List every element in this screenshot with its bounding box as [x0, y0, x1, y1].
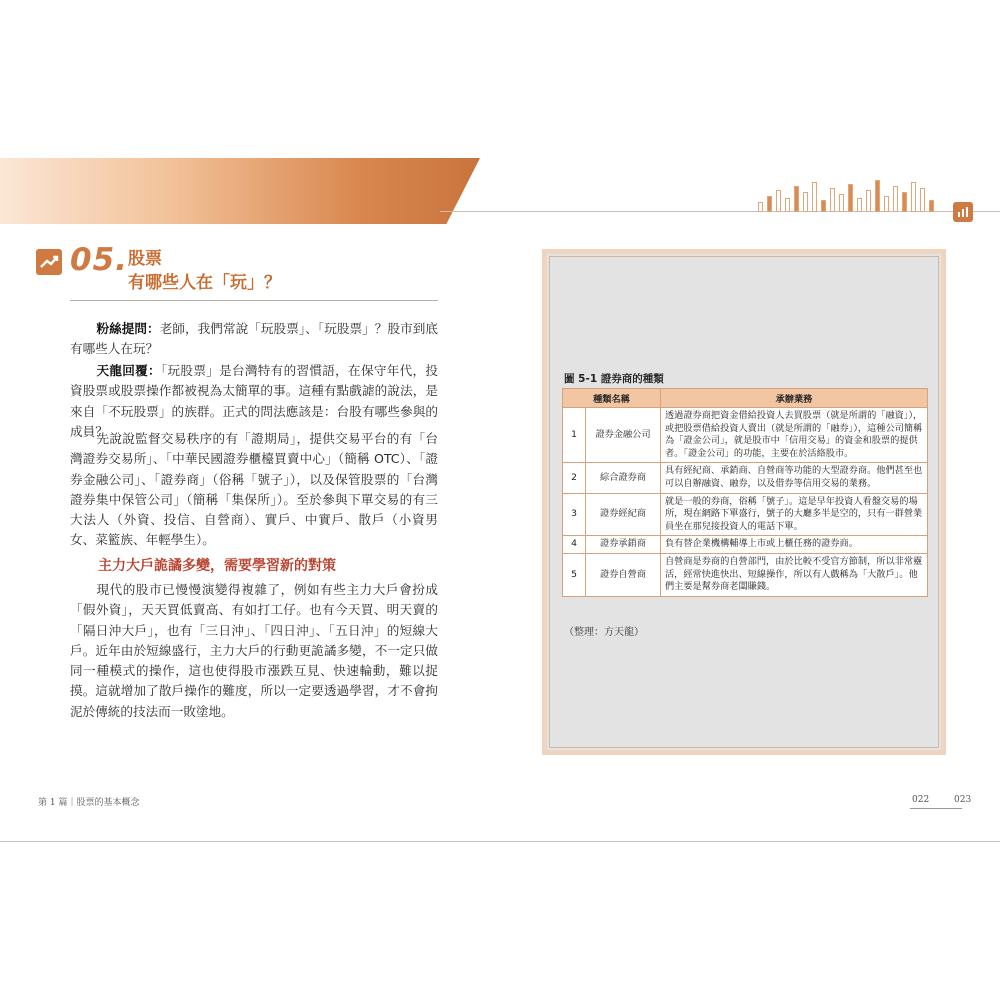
- broker-description: 自營商是券商的自營部門，由於比較不受官方節制，所以非常靈活，經常快進快出、短線操作，所以有人戲稱為「大散戶」。他們主要是幫券商老闆賺錢。: [661, 553, 928, 596]
- answer-text: 「玩股票」是台灣特有的習慣語，在保守年代，投資股票或股票操作都被視為太簡單的事。這種有點戲謔的說法，是來自「不玩股票」的族群。正式的問法應該是：台股有哪些參與的成員？: [70, 363, 439, 439]
- body-paragraph-2: [70, 580, 438, 722]
- broker-type: 證券自營商: [586, 553, 661, 596]
- broker-type: 綜合證券商: [586, 463, 661, 493]
- column-header-business: 承辦業務: [661, 389, 928, 408]
- chapter-banner: [0, 158, 480, 224]
- section-number: 05.: [70, 242, 128, 278]
- trend-up-icon: [36, 249, 62, 275]
- fan-question-paragraph: [70, 319, 438, 360]
- row-number: 2: [563, 463, 586, 493]
- table-row: [563, 493, 928, 536]
- row-number: 3: [563, 493, 586, 536]
- chapter-footer: 第 1 篇｜股票的基本概念: [38, 798, 140, 808]
- table-row: [563, 553, 928, 596]
- bar-decoration: [758, 176, 948, 212]
- bar-chart-icon: [953, 202, 973, 222]
- broker-type: 證券承銷商: [586, 536, 661, 554]
- broker-description: 透過證券商把資金借給投資人去買股票（就是所謂的「融資」），或把股票借給投資人賣出（就是所謂的「融券」），這種公司簡稱為「證金公司」，就是股市中「信用交易」的資金和股票的提供者。「證金公司」的功能，主要在於活絡股市。: [661, 408, 928, 463]
- body-paragraph: [70, 429, 438, 551]
- question-label: 粉絲提問：: [96, 321, 160, 336]
- section-rule: [70, 300, 438, 301]
- column-header-name: 種類名稱: [563, 389, 661, 408]
- book-spread: [0, 158, 1000, 842]
- section-title: 股票: [128, 249, 162, 269]
- footer-rule: [910, 808, 962, 809]
- broker-description: 就是一般的券商，俗稱「號子」。這是早年投資人看盤交易的場所，現在網路下單盛行，號子的大廳多半是空的，只有一群營業員坐在那兒接投資人的電話下單。: [661, 493, 928, 536]
- answer-label: 天龍回覆：: [96, 363, 161, 378]
- broker-description: 具有經紀商、承銷商、自營商等功能的大型證券商。他們甚至也可以自辦融資、融券，以及借券等信用交易的業務。: [661, 463, 928, 493]
- broker-types-table: [562, 388, 928, 597]
- figure-credit: （整理：方天龍）: [564, 627, 644, 638]
- table-row: [563, 408, 928, 463]
- question-text: 老師，我們常說「玩股票」、「玩股票」？股市到底有哪些人在玩？: [70, 321, 438, 357]
- row-number: 5: [563, 553, 586, 596]
- table-header-row: [563, 389, 928, 408]
- broker-type: 證券經紀商: [586, 493, 661, 536]
- body-paragraph-text: 先說說監督交易秩序的有「證期局」，提供交易平台的有「台灣證券交易所」、「中華民國證券櫃檯買賣中心」（簡稱 OTC）、「證券金融公司」、「證券商」（俗稱「號子」），以及保管股票的「台灣證券集中保管公司」（簡稱「集保所」）。至於參與下單交易的有三大法人（外資、投信、自營商）、實戶、中實戶、散戶（小資男女、菜籃族、年輕學生）。: [70, 431, 438, 548]
- body-paragraph-2-text: 現代的股市已慢慢演變得複雜了，例如有些主力大戶會扮成「假外資」，天天買低賣高、有如打工仔。也有今天買、明天賣的「隔日沖大戶」，也有「三日沖」、「四日沖」、「五日沖」的短線大戶。近年由於短線盛行，主力大戶的行動更詭譎多變，不一定只做同一種模式的操作，這也使得股市漲跌互見、快速輪動，難以捉摸。這就增加了散戶操作的難度，所以一定要透過學習，才不會拘泥於傳統的技法而一敗塗地。: [70, 582, 438, 719]
- table-row: [563, 536, 928, 554]
- row-number: 1: [563, 408, 586, 463]
- row-number: 4: [563, 536, 586, 554]
- broker-type: 證券金融公司: [586, 408, 661, 463]
- page-numbers: 022 023: [912, 795, 972, 805]
- broker-description: 負有替企業機構輔導上市或上櫃任務的證券商。: [661, 536, 928, 554]
- subheading: 主力大戶詭譎多變，需要學習新的對策: [98, 558, 336, 574]
- section-subtitle: 有哪些人在「玩」？: [128, 273, 281, 293]
- figure-title: 圖 5-1 證券商的種類: [564, 373, 664, 385]
- table-row: [563, 463, 928, 493]
